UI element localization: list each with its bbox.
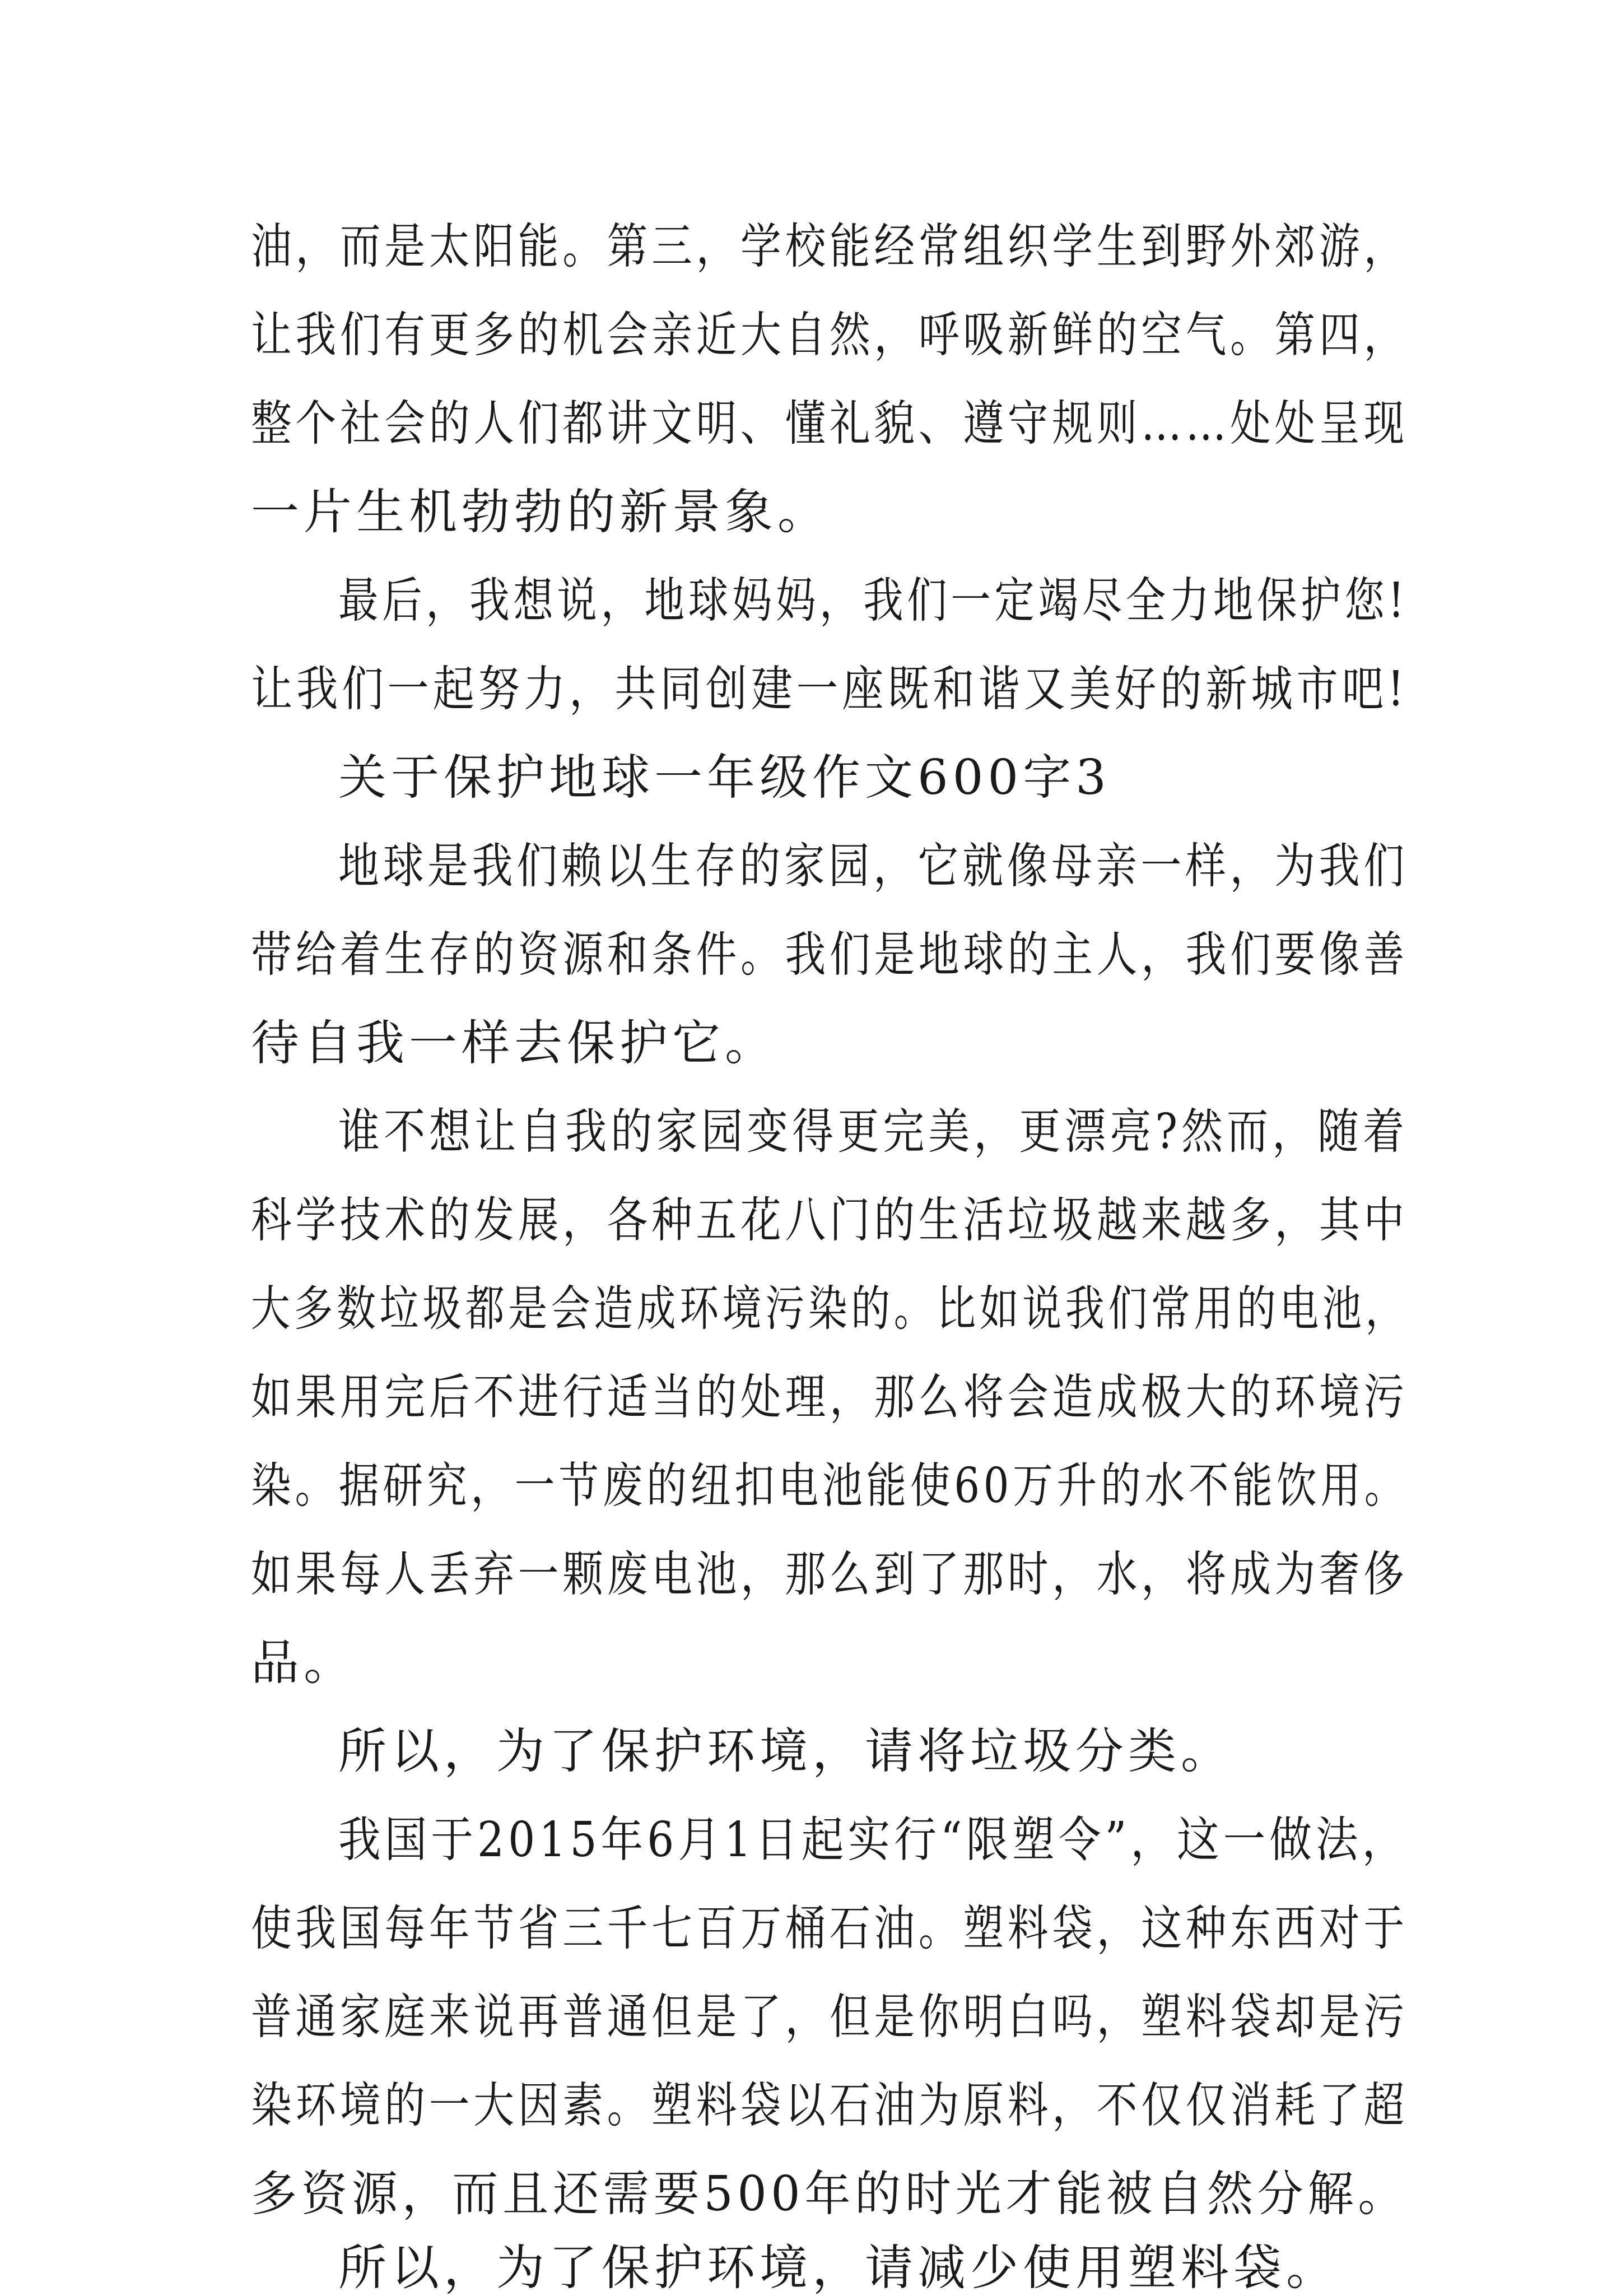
- text-line: 整个社会的人们都讲文明、懂礼貌、遵守规则……处处呈现: [251, 396, 1408, 452]
- paragraph-first-line: 所以，为了保护环境，请将垃圾分类。: [338, 1723, 1233, 1779]
- text-line: 待自我一样去保护它。: [251, 1015, 777, 1071]
- paragraph-first-line: 所以，为了保护环境，请减少使用塑料袋。: [338, 2240, 1339, 2296]
- text-line: 多资源，而且还需要500年的时光才能被自然分解。: [251, 2166, 1409, 2222]
- text-line: 油，而是太阳能。第三，学校能经常组织学生到野外郊游，: [251, 219, 1408, 275]
- text-line: 带给着生存的资源和条件。我们是地球的主人，我们要像善: [251, 927, 1408, 983]
- text-line: 染环境的一大因素。塑料袋以石油为原料，不仅仅消耗了超: [251, 2077, 1408, 2134]
- paragraph-first-line: 我国于2015年6月1日起实行“限塑令”，这一做法，: [338, 1812, 1409, 1868]
- text-line: 如果用完后不进行适当的处理，那么将会造成极大的环境污: [251, 1369, 1408, 1425]
- text-line: 一片生机勃勃的新景象。: [251, 484, 830, 540]
- text-line: 让我们有更多的机会亲近大自然，呼吸新鲜的空气。第四，: [251, 307, 1408, 363]
- section-title: 关于保护地球一年级作文600字3: [338, 750, 1111, 806]
- text-line: 科学技术的发展，各种五花八门的生活垃圾越来越多，其中: [251, 1192, 1408, 1248]
- text-line: 染。据研究，一节废的纽扣电池能使60万升的水不能饮用。: [251, 1458, 1409, 1514]
- text-line: 大多数垃圾都是会造成环境污染的。比如说我们常用的电池，: [251, 1281, 1408, 1337]
- text-line: 普通家庭来说再普通但是了，但是你明白吗，塑料袋却是污: [251, 1989, 1408, 2045]
- text-line: 如果每人丢弃一颗废电池，那么到了那时，水，将成为奢侈: [251, 1546, 1408, 1602]
- paragraph-first-line: 地球是我们赖以生存的家园，它就像母亲一样，为我们: [338, 838, 1408, 894]
- text-line: 品。: [251, 1635, 356, 1691]
- paragraph-first-line: 谁不想让自我的家园变得更完美，更漂亮?然而，随着: [338, 1104, 1409, 1160]
- text-line: 让我们一起努力，共同创建一座既和谐又美好的新城市吧!: [251, 661, 1408, 717]
- text-line: 使我国每年节省三千七百万桶石油。塑料袋，这种东西对于: [251, 1900, 1408, 1956]
- paragraph-first-line: 最后，我想说，地球妈妈，我们一定竭尽全力地保护您!: [338, 573, 1408, 629]
